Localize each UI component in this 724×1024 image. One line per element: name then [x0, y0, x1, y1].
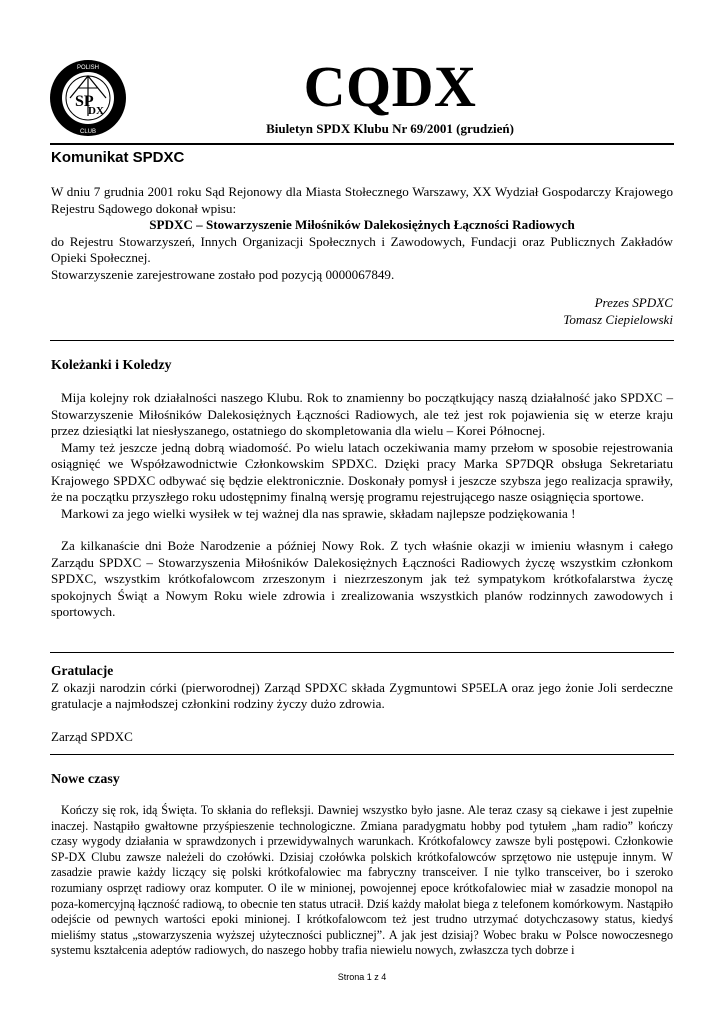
signature: Zarząd SPDXC — [51, 728, 133, 744]
section-heading: Gratulacje — [51, 663, 114, 678]
paragraph: Mija kolejny rok działalności naszego Klubu. Rok to znamienny bo początkujący naszą działalność jako SPDXC – Stowarzyszenie Miłośników Dalekosiężnych Łączności Radiowych, ale też jest rok pojawienia się w eterze kraju przez dziesiątki lat niesłyszanego, ostatniego do skompletowania dla wielu – Korei Północnej. — [51, 390, 673, 438]
bulletin-title: CQDX — [303, 54, 477, 119]
logo-center-text-2: DX — [88, 105, 104, 117]
spdx-club-logo — [48, 58, 128, 138]
organization-name: SPDXC – Stowarzyszenie Miłośników Dalekosiężnych Łączności Radiowych — [149, 217, 575, 232]
paragraph: Za kilkanaście dni Boże Narodzenie a później Nowy Rok. Z tych właśnie okazji w imieniu własnym i całego Zarządu SPDXC – Stowarzyszenia Miłośników Dalekosiężnych Łączności Radiowych życzę wszystkim członkom SPDXC, wszystkim krótkofalowcom zrzeszonym i niezrzeszonym jak też sympatykom krótkofalarstwa życzę spokojnych Świąt a Nowym Roku wiele zdrowia i zrealizowania wszystkich planów rodzinnych zawodowych i sportowych. — [51, 538, 673, 619]
section-divider — [50, 652, 674, 653]
paragraph: Mamy też jeszcze jedną dobrą wiadomość. Po wielu latach oczekiwania mamy przełom w sposobie rejestrowania osiągnięć we Współzawodnictwie Członkowskim SPDXC. Dzięki pracy Marka SP7DQR obsługa Sekretariatu Krajowego SPDXC odbywać się będzie elektronicznie. Doskonały pomysł i jeszcze szybsza jego realizacja sprawiły, że na początku przyszłego roku udostępnimy finalną wersję programu rejestrującego nasze osiągnięcia sportowe. — [51, 439, 673, 504]
logo-ring-bottom-text: CLUB — [79, 129, 97, 135]
logo-ring-top-text: POLISH — [76, 65, 100, 71]
paragraph: Z okazji narodzin córki (pierworodnej) Zarząd SPDXC składa Zygmuntowi SP5ELA oraz jego żonie Joli serdeczne gratulacje a najmłodszej członkini rodziny życzy dużo zdrowia. — [51, 679, 673, 711]
section-heading: Nowe czasy — [51, 772, 120, 787]
section-divider — [50, 340, 674, 341]
section-gratulacje — [51, 663, 673, 745]
section-komunikat — [51, 149, 673, 167]
kolezanki-body — [51, 390, 673, 621]
section-nowe-czasy — [51, 771, 673, 788]
signature — [51, 295, 673, 328]
section-kolezanki — [51, 357, 673, 374]
section-heading: Koleżanki i Koledzy — [51, 358, 172, 373]
paragraph: Stowarzyszenie zarejestrowane zostało pod pozycją 0000067849. — [51, 266, 395, 282]
page-number: Strona 1 z 4 — [337, 972, 387, 982]
signature-name: Tomasz Ciepielowski — [563, 311, 673, 327]
paragraph: Markowi za jego wielki wysiłek w tej ważnej dla nas sprawie, składam najlepsze podziękowania ! — [61, 505, 576, 521]
paragraph: W dniu 7 grudnia 2001 roku Sąd Rejonowy dla Miasta Stołecznego Warszawy, XX Wydział Gospodarczy Krajowego Rejestru Sądowego dokonał wpisu: — [51, 184, 673, 216]
logo-center-text: SP — [75, 93, 94, 110]
signature-role: Prezes SPDXC — [594, 295, 673, 310]
header-divider — [50, 143, 674, 145]
komunikat-body — [51, 184, 673, 283]
section-heading: Komunikat SPDXC — [51, 149, 185, 166]
paragraph: do Rejestru Stowarzyszeń, Innych Organizacji Społecznych i Zawodowych, Fundacji oraz Publicznych Zakładów Opieki Społecznej. — [51, 233, 673, 265]
section-divider — [50, 754, 674, 755]
masthead — [140, 55, 640, 137]
paragraph: Kończy się rok, idą Święta. To skłania do refleksji. Dawniej wszystko było jasne. Ale teraz czasy są ciekawe i jest zupełnie inaczej. Nastąpiło gwałtowne przyśpieszenie technologiczne. Zmiana paradygmatu hobby pod tytułem „ham radio” kończy czasy wygody działania w sprawdzonych i przewidywalnych warunkach. Krótkofalowcy zawsze byli postępowi. Członkowie SP-DX Clubu zawsze należeli do czołówki. Dzisiaj czołówka polskich krótkofalowców sprzętowo nie ustępuje innym. W zasadzie prawie każdy liczący się polski krótkofalowiec ma fabryczny transceiver. I nie tylko transceiver, bo i szeroko rozumiany osprzęt radiowy oraz komputer. O ile w minionej, powojennej epoce krótkofalowiec miał w zasadzie monopol na poza-komercyjną łączność radiową, to obecnie ten status utracił. Dziś każdy małolat biega z telefonem komórkowym. Nastąpiło odejście od pewnych wartości epoki minionej. I krótkofalowcom też jest trudno utrzymać dotychczasowy status, kiedyś mieliśmy status „stowarzyszenia wyższej użyteczności publicznej”. A jak jest dzisiaj? Wobec braku w Polsce nowoczesnego systemu kształcenia adeptów radiowych, do naszego hobby trafia niewielu nowych, zwłaszcza tych dobrze i — [51, 803, 673, 958]
nowe-czasy-body — [51, 803, 673, 959]
bulletin-subtitle: Biuletyn SPDX Klubu Nr 69/2001 (grudzień) — [266, 121, 514, 136]
